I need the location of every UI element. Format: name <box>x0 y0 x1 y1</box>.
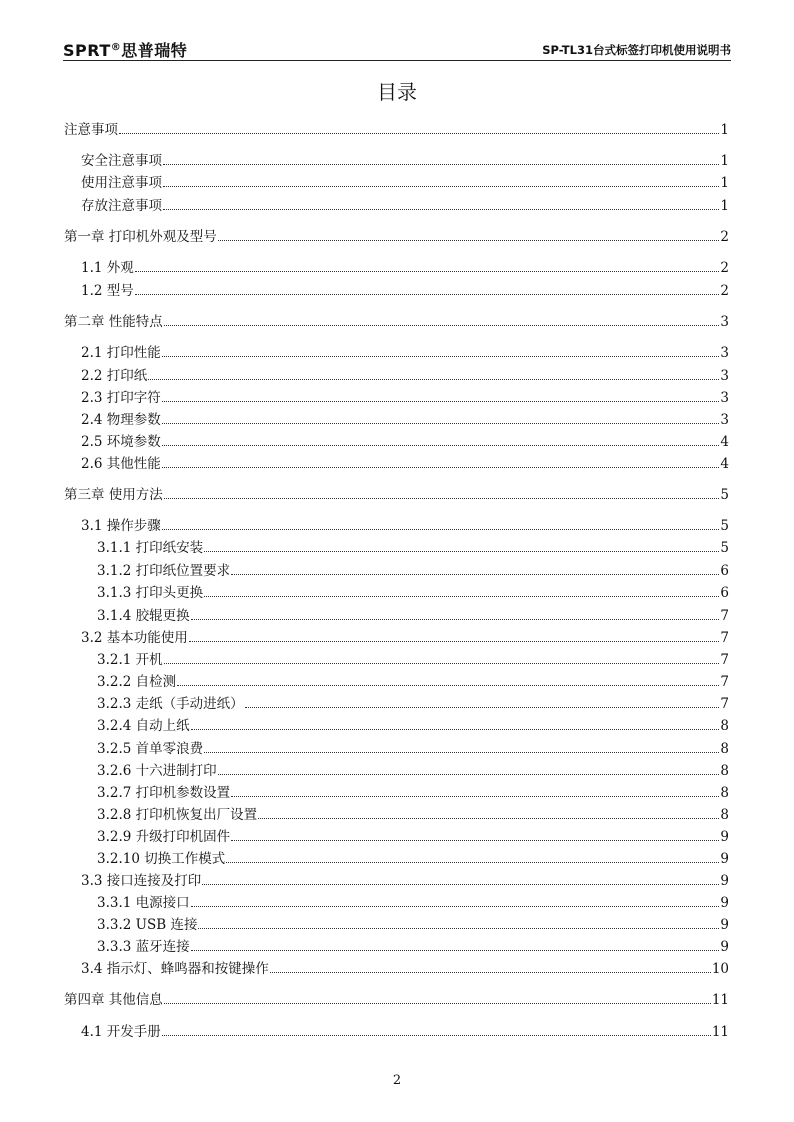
toc-dot-leader <box>162 400 720 402</box>
toc-entry-page: 11 <box>711 992 729 1008</box>
toc-dot-leader <box>270 971 711 973</box>
toc-entry[interactable] <box>64 121 729 139</box>
toc-entry-label: 1.2 型号 <box>81 283 134 299</box>
toc-entry[interactable] <box>64 991 729 1009</box>
toc-entry-page: 7 <box>720 674 729 690</box>
toc-entry-label: 第三章 使用方法 <box>64 487 163 503</box>
toc-entry-label: 2.3 打印字符 <box>81 390 161 406</box>
toc-entry-page: 1 <box>720 153 729 169</box>
toc-dot-leader <box>204 595 719 597</box>
toc-entry[interactable] <box>97 584 729 602</box>
toc-entry-page: 8 <box>720 763 729 779</box>
toc-entry-label: 3.2.1 开机 <box>97 652 163 668</box>
toc-dot-leader <box>191 618 720 620</box>
toc-entry-label: 第二章 性能特点 <box>64 314 163 330</box>
toc-dot-leader <box>135 270 720 272</box>
toc-dot-leader <box>164 324 720 326</box>
toc-entry-label: 3.2.4 自动上纸 <box>97 718 190 734</box>
toc-dot-leader <box>135 293 720 295</box>
toc-entry[interactable] <box>97 539 729 557</box>
toc-dot-leader <box>245 706 720 708</box>
toc-dot-leader <box>162 466 720 468</box>
toc-entry-page: 10 <box>711 961 729 977</box>
toc-entry-page: 8 <box>720 718 729 734</box>
toc-entry-page: 3 <box>720 345 729 361</box>
toc-dot-leader <box>231 795 719 797</box>
toc-entry-label: 3.2.10 切换工作模式 <box>97 851 226 867</box>
toc-dot-leader <box>191 905 720 907</box>
toc-entry-page: 4 <box>720 456 729 472</box>
toc-entry[interactable] <box>97 695 729 713</box>
toc-entry-label: 2.6 其他性能 <box>81 456 161 472</box>
toc-dot-leader <box>162 444 720 446</box>
toc-entry-label: 3.1.3 打印头更换 <box>97 585 204 601</box>
toc-entry-label: 3.4 指示灯、蜂鸣器和按键操作 <box>81 961 269 977</box>
toc-entry-label: 3.3.3 蓝牙连接 <box>97 939 190 955</box>
toc-entry-page: 9 <box>720 851 729 867</box>
toc-entry[interactable] <box>81 152 729 170</box>
toc-dot-leader <box>191 949 720 951</box>
toc-entry[interactable] <box>81 344 729 362</box>
toc-entry-label: 3.2.3 走纸（手动进纸） <box>97 696 244 712</box>
toc-dot-leader <box>189 640 720 642</box>
toc-entry[interactable] <box>81 455 729 473</box>
toc-dot-leader <box>191 728 720 730</box>
toc-entry-label: 3.3 接口连接及打印 <box>81 873 202 889</box>
toc-dot-leader <box>163 163 719 165</box>
toc-entry[interactable] <box>81 282 729 300</box>
registered-mark: ® <box>110 42 122 53</box>
toc-entry[interactable] <box>97 762 729 780</box>
toc-dot-leader <box>218 773 720 775</box>
toc-dot-leader <box>218 239 720 241</box>
toc-entry-page: 9 <box>720 873 729 889</box>
toc-dot-leader <box>177 684 719 686</box>
toc-entry[interactable] <box>97 784 729 802</box>
toc-entry-label: 第四章 其他信息 <box>64 992 163 1008</box>
toc-entry[interactable] <box>81 1023 729 1041</box>
toc-entry-label: 3.1.2 打印纸位置要求 <box>97 563 231 579</box>
toc-entry[interactable] <box>97 651 729 669</box>
toc-entry-page: 3 <box>720 314 729 330</box>
document-title: SP-TL31台式标签打印机使用说明书 <box>542 43 731 57</box>
toc-entry-page: 3 <box>720 412 729 428</box>
toc-dot-leader <box>202 883 719 885</box>
toc-dot-leader <box>162 355 720 357</box>
toc-entry[interactable] <box>97 828 729 846</box>
toc-entry-page: 2 <box>720 283 729 299</box>
toc-dot-leader <box>204 550 719 552</box>
toc-dot-leader <box>162 422 720 424</box>
toc-entry-page: 5 <box>720 487 729 503</box>
toc-entry-label: 1.1 外观 <box>81 260 134 276</box>
toc-entry-label: 3.2.5 首单零浪费 <box>97 741 204 757</box>
toc-entry-page: 5 <box>720 540 729 556</box>
toc-entry-page: 5 <box>720 518 729 534</box>
toc-dot-leader <box>148 378 719 380</box>
toc-entry-page: 9 <box>720 895 729 911</box>
toc-dot-leader <box>164 662 720 664</box>
toc-entry[interactable] <box>97 894 729 912</box>
toc-entry-label: 3.1.1 打印纸安装 <box>97 540 204 556</box>
toc-entry[interactable] <box>81 174 729 192</box>
toc-entry-page: 2 <box>720 229 729 245</box>
toc-entry-label: 3.2.2 自检测 <box>97 674 177 690</box>
toc-entry-page: 9 <box>720 829 729 845</box>
toc-entry[interactable] <box>97 673 729 691</box>
toc-entry[interactable] <box>64 313 729 331</box>
toc-dot-leader <box>162 528 720 530</box>
toc-entry-page: 2 <box>720 260 729 276</box>
toc-dot-leader <box>164 1002 711 1004</box>
toc-entry[interactable] <box>97 607 729 625</box>
toc-entry[interactable] <box>81 367 729 385</box>
toc-entry-label: 4.1 开发手册 <box>81 1024 161 1040</box>
toc-entry-page: 8 <box>720 785 729 801</box>
toc-entry[interactable] <box>81 389 729 407</box>
toc-dot-leader <box>162 1034 711 1036</box>
toc-entry-page: 7 <box>720 608 729 624</box>
toc-entry-label: 3.2.9 升级打印机固件 <box>97 829 231 845</box>
toc-dot-leader <box>258 817 719 819</box>
toc-entry[interactable] <box>81 517 729 535</box>
toc-entry-label: 3.3.1 电源接口 <box>97 895 190 911</box>
brand-name-cn: 思普瑞特 <box>121 41 188 60</box>
page-number: 2 <box>392 1073 402 1088</box>
toc-dot-leader <box>204 751 719 753</box>
toc-entry[interactable] <box>81 197 729 215</box>
toc-dot-leader <box>164 497 720 499</box>
toc-entry-page: 7 <box>720 696 729 712</box>
toc-dot-leader <box>198 927 719 929</box>
toc-entry-label: 3.2.8 打印机恢复出厂设置 <box>97 807 258 823</box>
toc-entry-label: 安全注意事项 <box>81 153 162 169</box>
toc-entry[interactable] <box>81 872 729 890</box>
toc-entry-label: 2.4 物理参数 <box>81 412 161 428</box>
toc-dot-leader <box>163 185 719 187</box>
toc-entry[interactable] <box>64 486 729 504</box>
toc-entry-label: 3.2.7 打印机参数设置 <box>97 785 231 801</box>
toc-entry-page: 6 <box>720 563 729 579</box>
toc-dot-leader <box>231 573 719 575</box>
toc-entry-page: 7 <box>720 630 729 646</box>
brand-name: SPRT <box>63 41 111 60</box>
toc-entry[interactable] <box>97 850 729 868</box>
toc-entry-page: 1 <box>720 198 729 214</box>
toc-entry[interactable] <box>81 259 729 277</box>
toc-entry-page: 8 <box>720 741 729 757</box>
toc-entry-page: 6 <box>720 585 729 601</box>
toc-entry[interactable] <box>97 938 729 956</box>
toc-entry-page: 1 <box>720 175 729 191</box>
toc-entry-page: 4 <box>720 434 729 450</box>
toc-dot-leader <box>163 208 719 210</box>
page-title: 目录 <box>377 80 417 104</box>
toc-entry[interactable] <box>97 740 729 758</box>
toc-entry-label: 使用注意事项 <box>81 175 162 191</box>
toc-dot-leader <box>119 132 719 134</box>
toc-entry-label: 2.5 环境参数 <box>81 434 161 450</box>
toc-entry-page: 11 <box>711 1024 729 1040</box>
toc-entry-page: 3 <box>720 390 729 406</box>
toc-entry-page: 7 <box>720 652 729 668</box>
toc-entry-page: 8 <box>720 807 729 823</box>
toc-entry-label: 注意事项 <box>64 122 118 138</box>
toc-entry-label: 2.2 打印纸 <box>81 368 148 384</box>
toc-entry[interactable] <box>81 433 729 451</box>
toc-entry[interactable] <box>81 960 729 978</box>
toc-entry[interactable] <box>81 411 729 429</box>
toc-entry-label: 3.3.2 USB 连接 <box>97 917 198 933</box>
toc-entry[interactable] <box>64 228 729 246</box>
toc-entry-page: 3 <box>720 368 729 384</box>
toc-entry-page: 9 <box>720 939 729 955</box>
toc-dot-leader <box>226 861 719 863</box>
toc-entry-label: 3.2 基本功能使用 <box>81 630 188 646</box>
toc-entry-label: 3.1.4 胶辊更换 <box>97 608 190 624</box>
toc-entry-label: 3.1 操作步骤 <box>81 518 161 534</box>
toc-entry-label: 2.1 打印性能 <box>81 345 161 361</box>
toc-entry[interactable] <box>97 717 729 735</box>
toc-entry-page: 9 <box>720 917 729 933</box>
toc-entry[interactable] <box>81 629 729 647</box>
toc-entry[interactable] <box>97 806 729 824</box>
toc-dot-leader <box>231 839 719 841</box>
toc-entry-label: 存放注意事项 <box>81 198 162 214</box>
toc-entry-label: 3.2.6 十六进制打印 <box>97 763 217 779</box>
toc-entry-page: 1 <box>720 122 729 138</box>
toc-entry[interactable] <box>97 916 729 934</box>
toc-entry[interactable] <box>97 562 729 580</box>
toc-entry-label: 第一章 打印机外观及型号 <box>64 229 217 245</box>
